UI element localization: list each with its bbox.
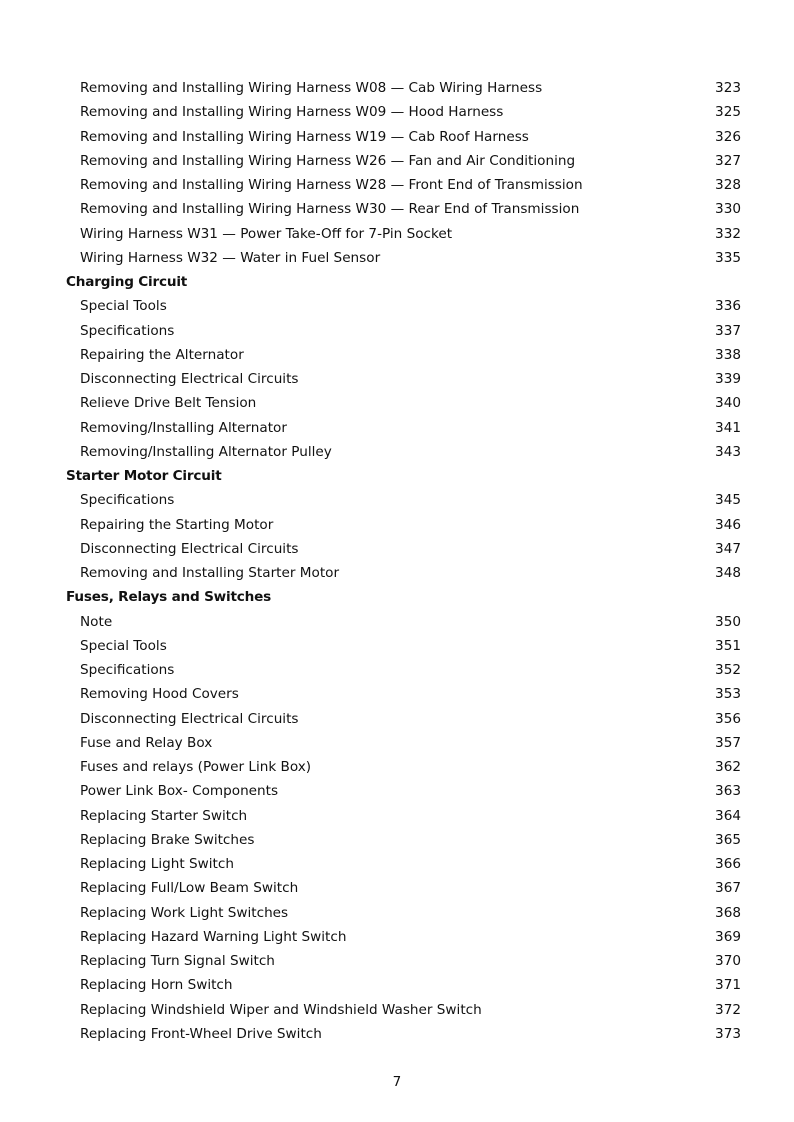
toc-entry[interactable]	[0, 610, 794, 634]
entry-title: Removing and Installing Wiring Harness W09 — Hood Harness	[80, 104, 504, 121]
entry-page-number: 367	[715, 880, 741, 897]
entry-page-number: 327	[715, 152, 741, 169]
section-title: Starter Motor Circuit	[66, 468, 222, 484]
entry-page-number: 363	[715, 783, 741, 800]
entry-page-number: 347	[715, 540, 741, 557]
toc-entry[interactable]	[0, 197, 794, 221]
entry-page-number: 326	[715, 128, 741, 145]
entry-title: Removing/Installing Alternator Pulley	[80, 443, 332, 460]
toc-entry[interactable]	[0, 440, 794, 464]
entry-title: Removing/Installing Alternator	[80, 419, 287, 436]
section-title: Charging Circuit	[66, 274, 188, 290]
entry-title: Special Tools	[80, 637, 167, 654]
toc-entry[interactable]	[0, 222, 794, 246]
toc-entry[interactable]	[0, 1022, 794, 1046]
toc-section-heading	[0, 585, 794, 609]
entry-page-number: 350	[715, 613, 741, 630]
entry-title: Note	[80, 613, 113, 630]
entry-title: Removing Hood Covers	[80, 686, 239, 703]
toc-entry[interactable]	[0, 804, 794, 828]
entry-page-number: 372	[715, 1001, 741, 1018]
entry-page-number: 364	[715, 807, 741, 824]
page-number: 7	[392, 1074, 402, 1090]
entry-page-number: 325	[715, 104, 741, 121]
entry-title: Removing and Installing Wiring Harness W30 — Rear End of Transmission	[80, 201, 580, 218]
toc-entry[interactable]	[0, 76, 794, 100]
entry-title: Relieve Drive Belt Tension	[80, 395, 257, 412]
entry-page-number: 351	[715, 637, 741, 654]
toc-entry[interactable]	[0, 173, 794, 197]
entry-page-number: 343	[715, 443, 741, 460]
toc-entry[interactable]	[0, 755, 794, 779]
toc-section-heading	[0, 464, 794, 488]
toc-entry[interactable]	[0, 852, 794, 876]
toc-entry[interactable]	[0, 998, 794, 1022]
entry-page-number: 341	[715, 419, 741, 436]
entry-title: Specifications	[80, 492, 175, 509]
entry-title: Replacing Hazard Warning Light Switch	[80, 928, 347, 945]
section-title: Fuses, Relays and Switches	[66, 589, 272, 606]
toc-entry[interactable]	[0, 779, 794, 803]
entry-page-number: 323	[715, 80, 741, 96]
entry-title: Disconnecting Electrical Circuits	[80, 371, 299, 387]
entry-title: Removing and Installing Wiring Harness W08 — Cab Wiring Harness	[80, 80, 543, 96]
toc-entry[interactable]	[0, 537, 794, 561]
entry-title: Replacing Starter Switch	[80, 807, 248, 824]
entry-title: Removing and Installing Wiring Harness W28 — Front End of Transmission	[80, 177, 583, 193]
entry-page-number: 370	[715, 953, 741, 969]
toc-section-heading	[0, 270, 794, 294]
toc-entry[interactable]	[0, 925, 794, 949]
toc-entry[interactable]	[0, 973, 794, 997]
entry-page-number: 335	[715, 249, 741, 266]
entry-page-number: 345	[715, 492, 741, 509]
table-of-contents	[0, 76, 794, 1046]
entry-title: Replacing Brake Switches	[80, 831, 255, 848]
toc-entry[interactable]	[0, 876, 794, 900]
entry-title: Disconnecting Electrical Circuits	[80, 710, 299, 727]
toc-entry[interactable]	[0, 901, 794, 925]
entry-page-number: 328	[715, 177, 741, 193]
entry-page-number: 346	[715, 516, 741, 533]
entry-title: Specifications	[80, 662, 175, 678]
entry-page-number: 337	[715, 322, 741, 339]
toc-entry[interactable]	[0, 319, 794, 343]
entry-title: Removing and Installing Wiring Harness W19 — Cab Roof Harness	[80, 128, 529, 145]
entry-title: Disconnecting Electrical Circuits	[80, 540, 299, 557]
toc-entry[interactable]	[0, 488, 794, 512]
entry-page-number: 339	[715, 371, 741, 387]
entry-page-number: 338	[715, 346, 741, 363]
entry-page-number: 353	[715, 686, 741, 703]
toc-entry[interactable]	[0, 294, 794, 318]
entry-title: Repairing the Starting Motor	[80, 516, 274, 533]
entry-title: Repairing the Alternator	[80, 346, 244, 363]
entry-title: Special Tools	[80, 298, 167, 315]
entry-page-number: 365	[715, 831, 741, 848]
toc-entry[interactable]	[0, 707, 794, 731]
entry-page-number: 357	[715, 734, 741, 751]
entry-page-number: 332	[715, 225, 741, 242]
toc-entry[interactable]	[0, 149, 794, 173]
toc-entry[interactable]	[0, 100, 794, 124]
toc-entry[interactable]	[0, 731, 794, 755]
entry-page-number: 369	[715, 928, 741, 945]
entry-title: Removing and Installing Wiring Harness W26 — Fan and Air Conditioning	[80, 152, 576, 169]
entry-page-number: 352	[715, 662, 741, 678]
toc-entry[interactable]	[0, 246, 794, 270]
toc-entry[interactable]	[0, 658, 794, 682]
entry-title: Power Link Box- Components	[80, 783, 279, 800]
entry-page-number: 330	[715, 201, 741, 218]
entry-page-number: 373	[715, 1025, 741, 1042]
toc-entry[interactable]	[0, 949, 794, 973]
entry-title: Removing and Installing Starter Motor	[80, 565, 340, 581]
entry-page-number: 340	[715, 395, 741, 412]
entry-page-number: 366	[715, 856, 741, 872]
entry-page-number: 368	[715, 904, 741, 921]
entry-page-number: 356	[715, 710, 741, 727]
toc-entry[interactable]	[0, 634, 794, 658]
entry-title: Replacing Full/Low Beam Switch	[80, 880, 299, 897]
toc-entry[interactable]	[0, 367, 794, 391]
entry-title: Replacing Light Switch	[80, 856, 234, 872]
toc-entry[interactable]	[0, 125, 794, 149]
entry-title: Replacing Windshield Wiper and Windshield Washer Switch	[80, 1001, 482, 1018]
toc-entry[interactable]	[0, 561, 794, 585]
entry-page-number: 348	[715, 565, 741, 581]
entry-title: Replacing Turn Signal Switch	[80, 953, 275, 969]
entry-title: Replacing Work Light Switches	[80, 904, 289, 921]
toc-entry[interactable]	[0, 682, 794, 706]
entry-title: Specifications	[80, 322, 175, 339]
entry-title: Wiring Harness W31 — Power Take-Off for 7-Pin Socket	[80, 225, 453, 242]
entry-page-number: 336	[715, 298, 741, 315]
toc-entry[interactable]	[0, 828, 794, 852]
entry-title: Fuses and relays (Power Link Box)	[80, 759, 312, 775]
entry-title: Wiring Harness W32 — Water in Fuel Sensor	[80, 249, 381, 266]
entry-title: Replacing Horn Switch	[80, 977, 233, 994]
toc-entry[interactable]	[0, 513, 794, 537]
toc-entry[interactable]	[0, 343, 794, 367]
entry-title: Replacing Front-Wheel Drive Switch	[80, 1025, 322, 1042]
toc-entry[interactable]	[0, 391, 794, 415]
entry-page-number: 362	[715, 759, 741, 775]
toc-entry[interactable]	[0, 416, 794, 440]
entry-page-number: 371	[715, 977, 741, 994]
entry-title: Fuse and Relay Box	[80, 734, 213, 751]
